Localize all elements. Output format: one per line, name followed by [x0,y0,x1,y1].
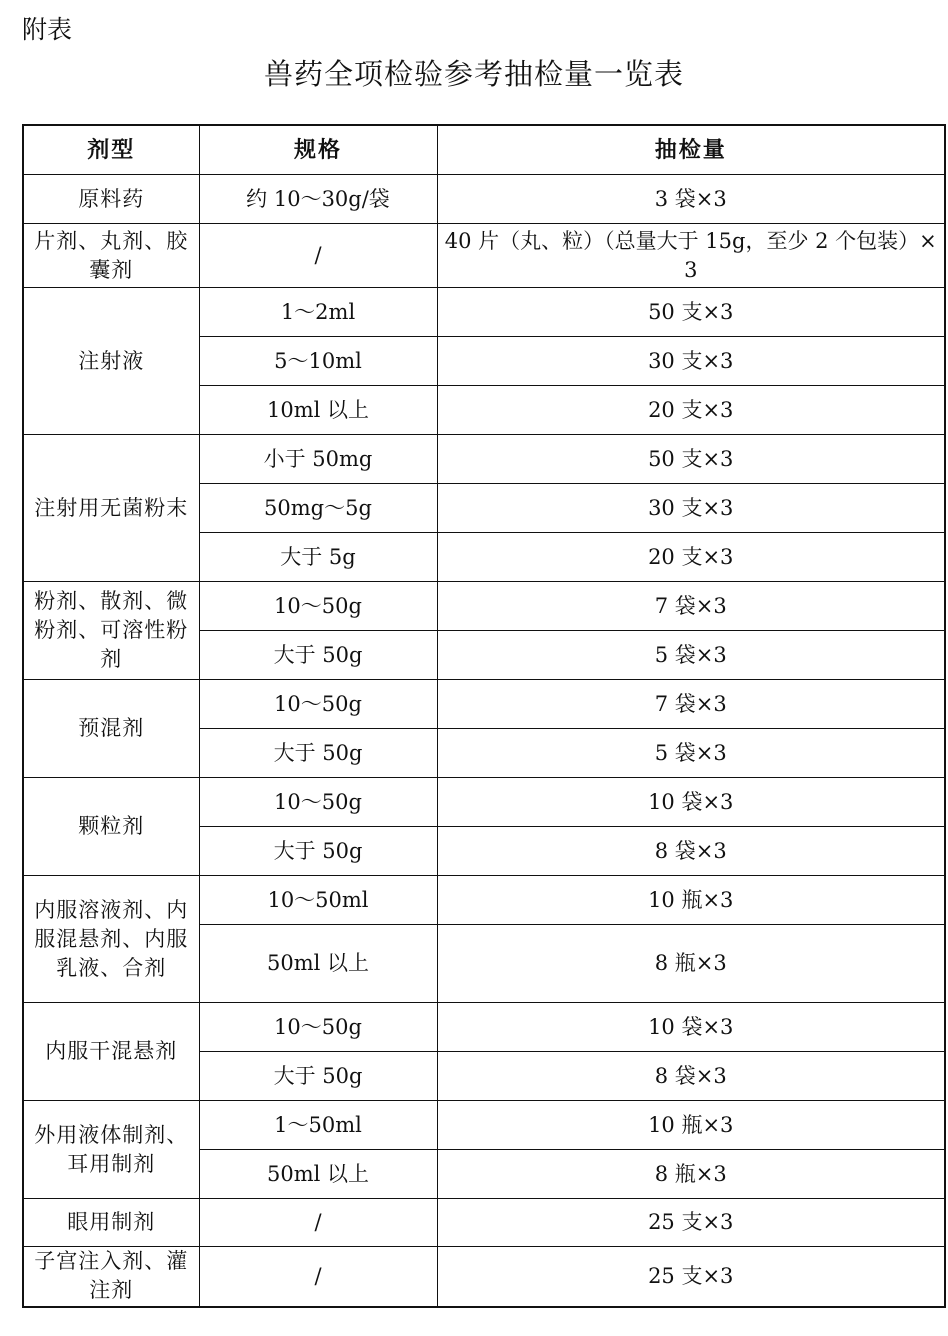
amount-cell: 10 袋×3 [437,778,945,827]
amount-cell: 30 支×3 [437,337,945,386]
amount-cell: 40 片（丸、粒）（总量大于 15g，至少 2 个包装）×3 [437,224,945,288]
amount-cell: 20 支×3 [437,386,945,435]
amount-cell: 8 袋×3 [437,827,945,876]
amount-cell: 10 袋×3 [437,1003,945,1052]
spec-cell: 约 10～30g/袋 [199,175,437,224]
spec-cell: 大于 50g [199,729,437,778]
amount-cell: 10 瓶×3 [437,876,945,925]
spec-cell: 大于 50g [199,1052,437,1101]
amount-cell: 50 支×3 [437,435,945,484]
dosage-form-cell: 粉剂、散剂、微粉剂、可溶性粉剂 [23,582,199,680]
spec-cell: / [199,224,437,288]
spec-cell: 小于 50mg [199,435,437,484]
table-row [23,680,945,729]
amount-cell: 5 袋×3 [437,729,945,778]
amount-cell: 5 袋×3 [437,631,945,680]
table-row [23,435,945,484]
dosage-form-cell: 外用液体制剂、耳用制剂 [23,1101,199,1199]
sampling-quantity-table [22,124,946,1308]
dosage-form-cell: 内服溶液剂、内服混悬剂、内服乳液、合剂 [23,876,199,1003]
table-row [23,876,945,925]
table-row [23,1247,945,1307]
spec-cell: 大于 50g [199,631,437,680]
spec-cell: 50ml 以上 [199,1150,437,1199]
dosage-form-cell: 注射用无菌粉末 [23,435,199,582]
amount-cell: 7 袋×3 [437,582,945,631]
header-specification: 规格 [199,125,437,175]
dosage-form-cell: 子宫注入剂、灌注剂 [23,1247,199,1307]
dosage-form-cell: 内服干混悬剂 [23,1003,199,1101]
table-row [23,1101,945,1150]
dosage-form-cell: 片剂、丸剂、胶囊剂 [23,224,199,288]
table-row [23,582,945,631]
dosage-form-cell: 注射液 [23,288,199,435]
amount-cell: 30 支×3 [437,484,945,533]
spec-cell: 50mg～5g [199,484,437,533]
spec-cell: 10ml 以上 [199,386,437,435]
dosage-form-cell: 预混剂 [23,680,199,778]
header-dosage-form: 剂型 [23,125,199,175]
spec-cell: / [199,1247,437,1307]
spec-cell: 大于 5g [199,533,437,582]
amount-cell: 8 瓶×3 [437,1150,945,1199]
amount-cell: 25 支×3 [437,1199,945,1247]
table-row [23,224,945,288]
table-row [23,1199,945,1247]
spec-cell: 1～50ml [199,1101,437,1150]
spec-cell: 50ml 以上 [199,925,437,1003]
spec-cell: 大于 50g [199,827,437,876]
spec-cell: 10～50g [199,778,437,827]
table-row [23,1003,945,1052]
spec-cell: 5～10ml [199,337,437,386]
spec-cell: 10～50g [199,582,437,631]
spec-cell: / [199,1199,437,1247]
spec-cell: 10～50ml [199,876,437,925]
amount-cell: 7 袋×3 [437,680,945,729]
amount-cell: 3 袋×3 [437,175,945,224]
amount-cell: 20 支×3 [437,533,945,582]
document-title: 兽药全项检验参考抽检量一览表 [263,57,684,91]
table-row [23,778,945,827]
amount-cell: 8 袋×3 [437,1052,945,1101]
spec-cell: 10～50g [199,680,437,729]
header-sampling-amount: 抽检量 [437,125,945,175]
table-row [23,288,945,337]
spec-cell: 10～50g [199,1003,437,1052]
table-row [23,175,945,224]
spec-cell: 1～2ml [199,288,437,337]
annex-label: 附表 [22,15,73,44]
amount-cell: 10 瓶×3 [437,1101,945,1150]
amount-cell: 8 瓶×3 [437,925,945,1003]
dosage-form-cell: 原料药 [23,175,199,224]
amount-cell: 50 支×3 [437,288,945,337]
table-header-row [23,125,945,175]
amount-cell: 25 支×3 [437,1247,945,1307]
dosage-form-cell: 眼用制剂 [23,1199,199,1247]
dosage-form-cell: 颗粒剂 [23,778,199,876]
